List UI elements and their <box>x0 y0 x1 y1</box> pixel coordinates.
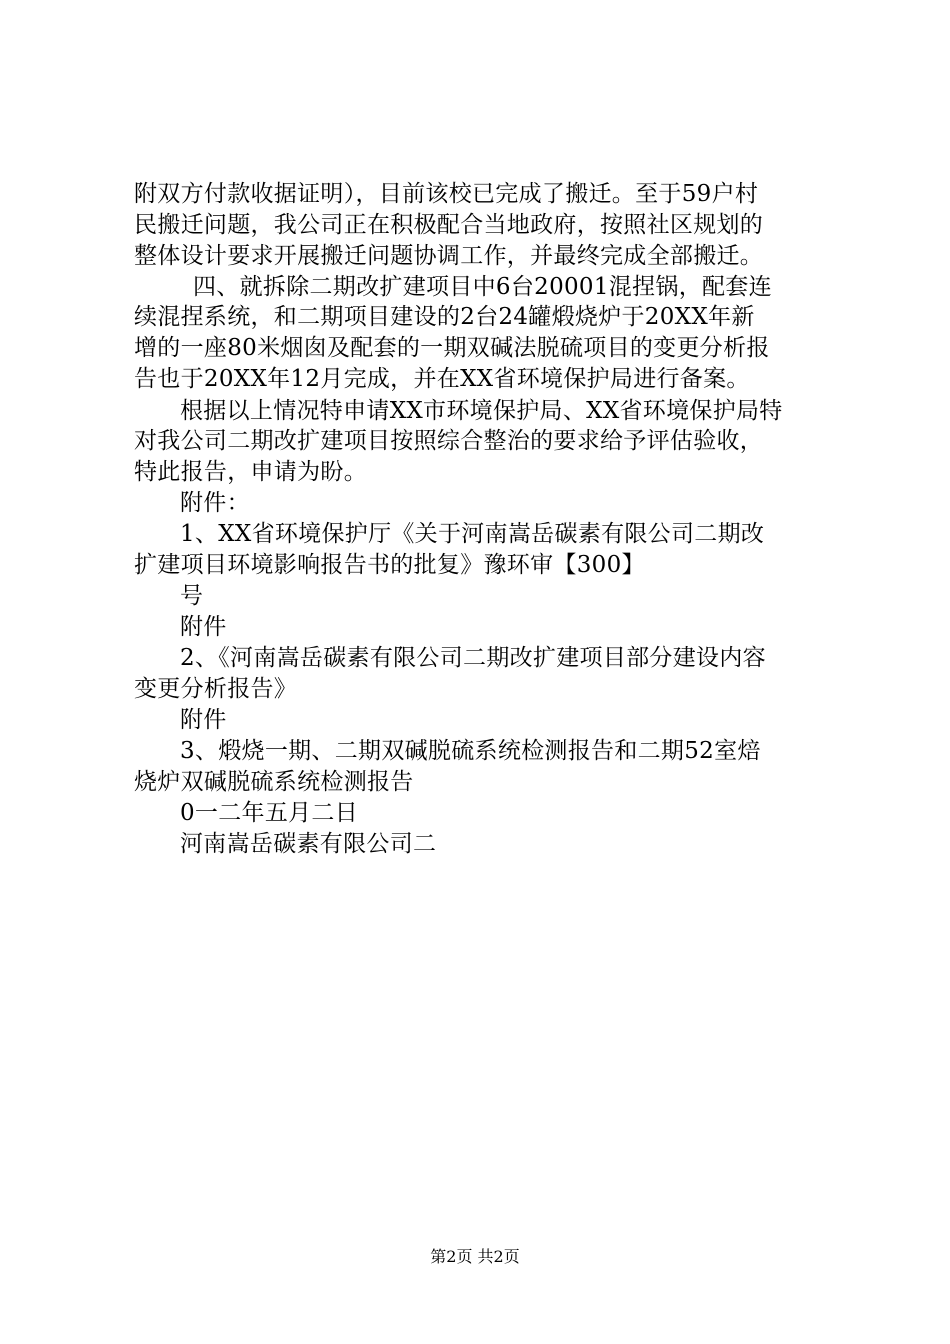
attachment-item: 变更分析报告》 <box>134 676 298 702</box>
attachment-item: 扩建项目环境影响报告书的批复》豫环审【300】 <box>134 552 645 578</box>
paragraph-line: 根据以上情况特申请XX市环境保护局、XX省环境保护局特 <box>180 398 783 424</box>
attachment-item: 烧炉双碱脱硫系统检测报告 <box>134 769 414 795</box>
paragraph-line: 告也于20XX年12月完成，并在XX省环境保护局进行备案。 <box>134 366 750 392</box>
signature-line: 河南嵩岳碳素有限公司二 <box>180 831 437 857</box>
paragraph-line: 特此报告，申请为盼。 <box>134 459 367 485</box>
attachment-heading: 附件： <box>180 490 250 516</box>
paragraph-line: 整体设计要求开展搬迁问题协调工作，并最终完成全部搬迁。 <box>134 243 764 269</box>
paragraph-line: 民搬迁问题，我公司正在积极配合当地政府，按照社区规划的 <box>134 212 764 238</box>
attachment-heading: 附件 <box>180 707 227 733</box>
attachment-item: 号 <box>180 583 204 609</box>
paragraph-line: 续混捏系统，和二期项目建设的2台24罐煅烧炉于20XX年新 <box>134 304 755 330</box>
paragraph-line: 附双方付款收据证明），目前该校已完成了搬迁。至于59户村 <box>134 181 759 207</box>
paragraph-line: 增的一座80米烟囱及配套的一期双碱法脱硫项目的变更分析报 <box>134 335 770 361</box>
paragraph-line: 四、就拆除二期改扩建项目中6台20001混捏锅，配套连 <box>193 274 772 300</box>
attachment-item: 1、XX省环境保护厅《关于河南嵩岳碳素有限公司二期改 <box>180 521 765 547</box>
date-line: 0一二年五月二日 <box>180 800 359 826</box>
attachment-item: 3、煅烧一期、二期双碱脱硫系统检测报告和二期52室焙 <box>180 738 761 764</box>
attachment-item: 2、《河南嵩岳碳素有限公司二期改扩建项目部分建设内容 <box>180 645 766 671</box>
paragraph-line: 对我公司二期改扩建项目按照综合整治的要求给予评估验收， <box>134 428 764 454</box>
page-footer: 第2页 共2页 <box>430 1247 520 1266</box>
attachment-heading: 附件 <box>180 614 227 640</box>
